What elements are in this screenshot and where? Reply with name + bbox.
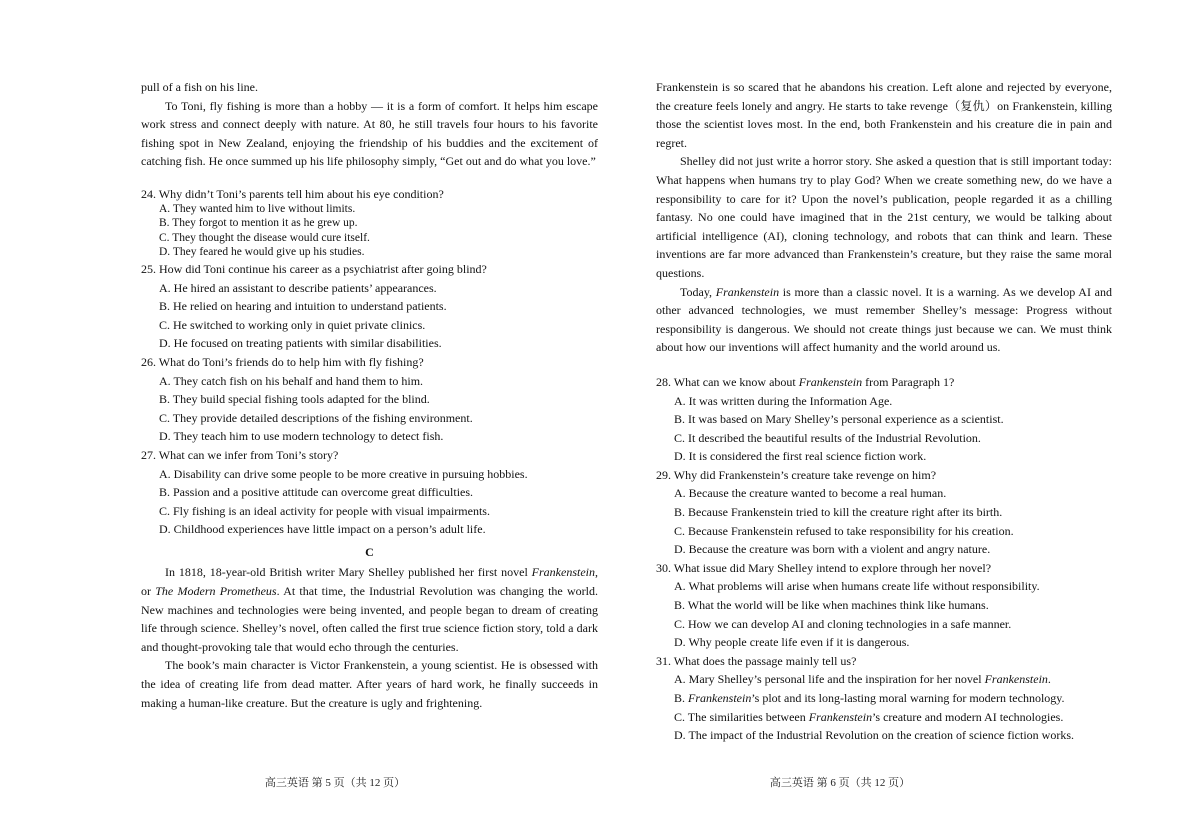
option-a: A. They catch fish on his behalf and hand them to him. xyxy=(159,373,424,388)
option-a: A. They wanted him to live without limits. xyxy=(159,202,356,215)
option-d: D. The impact of the Industrial Revolution on the creation of science fiction works. xyxy=(674,728,1075,743)
option-b: B. Passion and a positive attitude can overcome great difficulties. xyxy=(159,485,474,500)
novel-title: Frankenstein xyxy=(798,374,863,389)
text: In 1818, 18-year-old British writer Mary Shelley published her first novel xyxy=(165,565,532,580)
option-c: C. It described the beautiful results of the Industrial Revolution. xyxy=(674,430,981,445)
option-a xyxy=(656,670,1112,689)
novel-subtitle: The Modern Prometheus xyxy=(155,584,277,599)
question-29 xyxy=(656,466,1112,559)
option-a: A. Because the creature wanted to become a real human. xyxy=(674,486,947,501)
option-c: C. Because Frankenstein refused to take responsibility for his creation. xyxy=(674,523,1014,538)
text: is more than a classic novel. It is a warning. As we develop AI and other advanced technologies, we must remember Shelley’s message: Progress without responsibility is dangerous. We should not create things just because we can. We must think about how our inventions will affect humanity and the world around us. xyxy=(656,284,1112,355)
novel-title: Frankenstein xyxy=(808,709,873,724)
option-b: B. They forgot to mention it as he grew up. xyxy=(159,217,358,230)
text: . At that time, the Industrial Revolution was changing the world. New machines and technologies were being invented, and people began to dream of creating life through science. Shelley’s novel, often called the first true science fiction story, told a dark and thought-provoking tale that would echo through the centuries. xyxy=(141,584,598,654)
option-b: B. They build special fishing tools adapted for the blind. xyxy=(159,392,430,407)
text: ’s creature and modern AI technologies. xyxy=(872,709,1064,724)
option-c: C. He switched to working only in quiet private clinics. xyxy=(159,317,426,332)
text: 28. What can we know about xyxy=(656,374,799,389)
option-d: D. They feared he would give up his studies. xyxy=(159,246,365,259)
page-footer: 高三英语 第 5 页（共 12 页） xyxy=(264,777,406,789)
right-column xyxy=(656,78,1112,745)
text: , or xyxy=(141,565,598,599)
paragraph-creature: Frankenstein is so scared that he abandons his creation. Left alone and rejected by everyone, the creature feels lonely and angry. He starts to take revenge（复仇）on Frankenstein, killing those the scientist loves most. In the end, both Frankenstein and his creature die in pain and regret. xyxy=(656,80,1112,150)
text: ’s plot and its long-lasting moral warning for modern technology. xyxy=(751,691,1065,705)
question-stem: 29. Why did Frankenstein’s creature take revenge on him? xyxy=(656,467,937,482)
section-heading: C xyxy=(365,544,374,559)
question-stem: 26. What do Toni’s friends do to help him with fly fishing? xyxy=(141,354,424,369)
option-d: D. He focused on treating patients with similar disabilities. xyxy=(159,336,442,351)
option-d: D. Because the creature was born with a violent and angry nature. xyxy=(674,542,991,557)
paragraph-play-god: Shelley did not just write a horror story. She asked a question that is still important today: What happens when humans try to play God? When we create something new, do we have a responsibility to care for it? Upon the novel’s publication, people regarded it as a chilling fantasy. No one could have imagined that in the 21st century, we would be talking about artificial intelligence (AI), cloning technology, and robots that can think and learn. These inventions are far more advanced than Frankenstein’s creature, but they raise the same moral questions. xyxy=(656,154,1112,280)
question-26 xyxy=(141,353,598,446)
paragraph-victor: The book’s main character is Victor Frankenstein, a young scientist. He is obsessed with the idea of creating life from dead matter. After years of hard work, he finally succeeds in making a human-like creature. But the creature is ugly and frightening. xyxy=(141,658,598,710)
option-c xyxy=(656,708,1112,727)
text: . xyxy=(1047,672,1051,687)
option-b xyxy=(656,689,1112,708)
left-column xyxy=(141,78,598,712)
novel-title: Frankenstein xyxy=(715,284,780,299)
option-a: A. It was written during the Information Age. xyxy=(674,393,893,408)
option-a: A. What problems will arise when humans create life without responsibility. xyxy=(674,579,1040,594)
question-stem: 27. What can we infer from Toni’s story? xyxy=(141,447,339,462)
text: B. xyxy=(674,691,689,705)
option-b: B. Because Frankenstein tried to kill the creature right after its birth. xyxy=(674,505,1003,520)
paragraph-continuation: pull of a fish on his line. xyxy=(141,80,258,94)
text: from Paragraph 1? xyxy=(862,374,955,389)
option-a: A. He hired an assistant to describe patients’ appearances. xyxy=(159,280,437,295)
option-a: A. Disability can drive some people to be more creative in pursuing hobbies. xyxy=(159,466,528,481)
text: C. The similarities between xyxy=(674,709,809,724)
text: Today, xyxy=(680,284,716,299)
question-stem: 25. How did Toni continue his career as a psychiatrist after going blind? xyxy=(141,261,487,276)
paragraph-warning xyxy=(656,283,1112,357)
question-31 xyxy=(656,652,1112,745)
novel-title: Frankenstein xyxy=(688,691,752,705)
question-stem xyxy=(656,373,1112,392)
option-c: C. They thought the disease would cure itself. xyxy=(159,231,370,244)
option-b: B. He relied on hearing and intuition to understand patients. xyxy=(159,299,447,314)
question-24 xyxy=(141,187,598,260)
option-c: C. How we can develop AI and cloning technologies in a safe manner. xyxy=(674,616,1012,631)
page-6 xyxy=(600,0,1200,834)
question-25 xyxy=(141,260,598,353)
question-28 xyxy=(656,373,1112,466)
question-stem: 24. Why didn’t Toni’s parents tell him about his eye condition? xyxy=(141,186,444,201)
question-30 xyxy=(656,559,1112,652)
paragraph-shelley-intro xyxy=(141,563,598,656)
text: A. Mary Shelley’s personal life and the inspiration for her novel xyxy=(674,672,985,687)
option-d: D. It is considered the first real science fiction work. xyxy=(674,449,927,464)
option-d: D. They teach him to use modern technology to detect fish. xyxy=(159,429,444,444)
page-footer: 高三英语 第 6 页（共 12 页） xyxy=(769,777,911,789)
option-b: B. What the world will be like when machines think like humans. xyxy=(674,598,989,613)
question-stem: 31. What does the passage mainly tell us? xyxy=(656,653,857,668)
question-27 xyxy=(141,446,598,539)
novel-title: Frankenstein xyxy=(984,672,1048,687)
novel-title: Frankenstein xyxy=(531,565,595,580)
option-d: D. Childhood experiences have little impact on a person’s adult life. xyxy=(159,522,486,537)
option-c: C. Fly fishing is an ideal activity for people with visual impairments. xyxy=(159,503,490,518)
question-stem: 30. What issue did Mary Shelley intend to explore through her novel? xyxy=(656,560,992,575)
option-b: B. It was based on Mary Shelley’s personal experience as a scientist. xyxy=(674,412,1004,427)
paragraph-toni-fishing: To Toni, fly fishing is more than a hobby — it is a form of comfort. It helps him escape work stress and connect deeply with nature. At 80, he still travels four hours to his favorite fishing spot in New Zealand, enjoying the friendship of his buddies and the excitement of catching fish. He once summed up his life philosophy simply, “Get out and do what you love.” xyxy=(141,98,598,169)
option-c: C. They provide detailed descriptions of the fishing environment. xyxy=(159,410,473,425)
option-d: D. Why people create life even if it is dangerous. xyxy=(674,635,910,650)
